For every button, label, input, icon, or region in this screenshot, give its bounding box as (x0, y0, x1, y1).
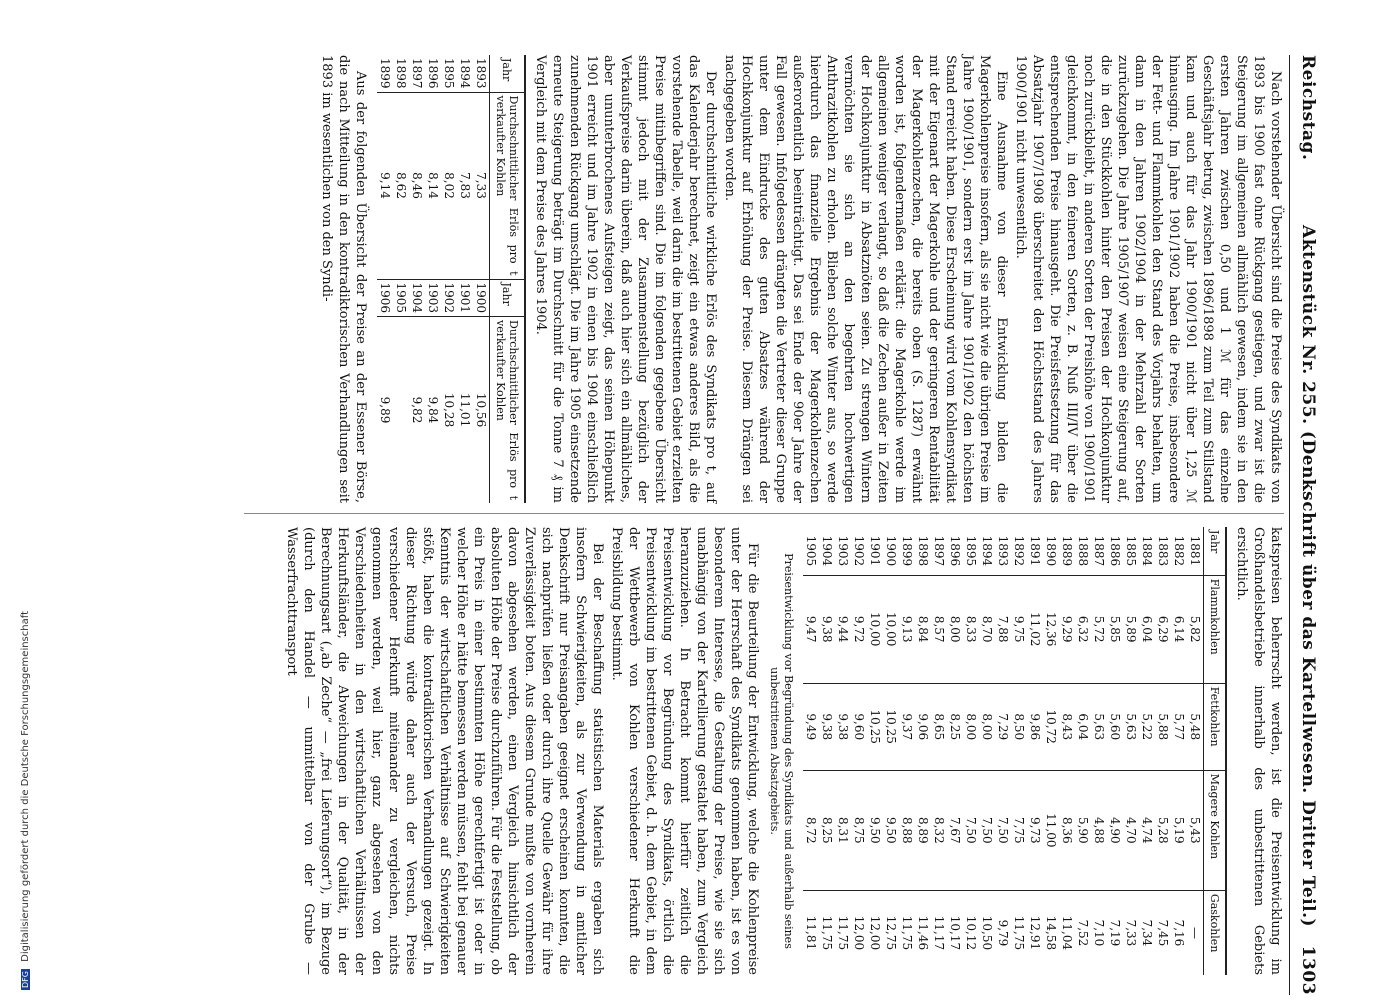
table-cell: 1901 (457, 279, 473, 317)
table-cell: 1893 (996, 535, 1010, 567)
table-cell: 1906 (377, 279, 393, 317)
table-cell: 1885 (1124, 535, 1138, 567)
table-cell: 9,50 (867, 770, 883, 890)
table-cell: 1894 (980, 535, 994, 567)
table-cell: 9,75 (1011, 575, 1027, 683)
table-cell: 6,04 (1139, 575, 1155, 683)
table-cell: 5,22 (1139, 683, 1155, 770)
table-cell: 7,16 (1171, 890, 1187, 975)
table-cell: 5,90 (1075, 770, 1091, 890)
table-row (1155, 527, 1171, 975)
page-footer (20, 0, 34, 990)
table-row (377, 55, 393, 503)
table-cell: 5,48 (1187, 683, 1204, 770)
table-cell: 9,44 (835, 575, 851, 683)
table-row (1171, 527, 1187, 975)
table-cell: 5,72 (1091, 575, 1107, 683)
table-cell: 10,00 (883, 575, 899, 683)
table-cell: 1900 (473, 279, 490, 317)
table-cell: 11,00 (1043, 770, 1059, 890)
table-cell: 4,90 (1107, 770, 1123, 890)
table-cell: 6,14 (1171, 575, 1187, 683)
left-column (316, 55, 1284, 503)
table-cell: 9,47 (803, 575, 819, 683)
table-row (1027, 527, 1043, 975)
table-cell: 9,13 (899, 575, 915, 683)
table-header: Durchschnittlicher Erlös pro t verkaufter Kohlen (490, 92, 526, 279)
table-row (1139, 527, 1155, 975)
table-cell: 9,86 (1027, 683, 1043, 770)
table-row (1059, 527, 1075, 975)
table-header: Durchschnittlicher Erlös pro t verkaufter Kohlen (490, 317, 526, 503)
table-cell: 9,50 (883, 770, 899, 890)
table-cell: 8,14 (425, 92, 441, 279)
table-header: Magere Kohlen (1204, 770, 1227, 890)
table-cell: 10,17 (947, 890, 963, 975)
table-cell: 10,56 (473, 317, 490, 503)
table-cell: 9,29 (1059, 575, 1075, 683)
table-cell: 1902 (441, 279, 457, 317)
table-cell: 4,70 (1123, 770, 1139, 890)
header-title: Aktenstück Nr. 255. (Denkschrift über das Kartellwesen. Dritter Teil.) (1298, 225, 1318, 928)
table-cell: 5,82 (1187, 575, 1204, 683)
table-cell: 8,50 (1011, 683, 1027, 770)
revenue-table (377, 55, 526, 503)
table-row (899, 527, 915, 975)
table-cell: 7,33 (473, 92, 490, 279)
table-cell: 12,00 (851, 890, 867, 975)
table-cell: 1903 (836, 535, 850, 567)
table-cell: 8,33 (963, 575, 979, 683)
table-cell: 1893 (474, 58, 488, 89)
table-cell: 1901 (868, 535, 882, 567)
table-cell: 11,01 (457, 317, 473, 503)
table-cell: 1897 (410, 58, 424, 89)
table-cell: 8,25 (819, 770, 835, 890)
table-cell: 8,02 (441, 92, 457, 279)
table-header: Jahr (1204, 527, 1227, 575)
table-row (1091, 527, 1107, 975)
table-row (1187, 527, 1204, 975)
table-cell: 8,89 (915, 770, 931, 890)
paragraph: Eine Ausnahme von dieser Entwicklung bilden die Magerkohlenpreise insofern, als sie nicht wie die übrigen Preise im Jahre 1900/1901, sondern erst im Jahre 1901/1902 den höchsten Stand erreicht haben. Diese Erscheinung wird vom Kohlensyndikat mit der Eigenart der Magerkohle und der geringeren Rentabilität der Magerkohlenzechen, die bereits oben (S. 1287) erwähnt worden ist, folgendermaßen erklärt: die Magerkohle werde im allgemeinen weniger verlangt, so daß die Zechen außer in Zeiten der Hochkonjunktur in Absatznöten seien. Zu strengen Wintern vermöchten sie sich an den begehrten hochwertigen Anthrazitkohlen zu erholen. Blieben solche Winter aus, so werde hierdurch das finanzielle Ergebnis der Magerkohlenzechen außerordentlich beeinträchtigt. Das sei Ende der 90er Jahre der Fall gewesen. Infolgedessen drängten die Vertreter dieser Gruppe unter dem Eindrucke des guten Absatzes während der Hochkonjunktur auf Erhöhung der Preise. Diesem Drängen sei nachgegeben worden. (722, 55, 1009, 503)
table-cell: 9,89 (377, 317, 393, 503)
table-row (409, 55, 425, 503)
table-cell: 7,29 (995, 683, 1011, 770)
table-cell: 11,75 (899, 890, 915, 975)
paragraph: Aus der folgenden Übersicht der Preise an der Essener Börse, die nach Mitteilung in den kontradiktorischen Verhandlungen seit 1893 im wesentlichen von den Syndi- (319, 55, 368, 503)
table-cell: 9,38 (819, 683, 835, 770)
header-rule (1289, 55, 1290, 995)
table-cell: 8,00 (947, 575, 963, 683)
table-cell: 10,25 (867, 683, 883, 770)
revenue-table-body (377, 55, 490, 503)
table-cell: 6,04 (1075, 683, 1091, 770)
table-cell: 8,65 (931, 683, 947, 770)
table-row (425, 55, 441, 503)
table-row (441, 55, 457, 503)
table-row (457, 55, 473, 503)
table-cell: 1899 (900, 535, 914, 567)
table-cell: 11,81 (803, 890, 819, 975)
table-cell: 12,00 (867, 890, 883, 975)
table-cell: 10,25 (883, 683, 899, 770)
table-cell: 8,00 (979, 683, 995, 770)
table-cell: 8,70 (979, 575, 995, 683)
table-cell: 8,36 (1059, 770, 1075, 890)
paragraph: katspreisen beherrscht werden, ist die Preisentwicklung im Großhandelsbetriebe innerhalb des unbestrittenen Gebiets ersichtlich. (1234, 527, 1283, 975)
table-cell: — (1187, 890, 1204, 975)
table-cell: 1894 (458, 58, 472, 89)
table-row (979, 527, 995, 975)
table-cell: 5,85 (1107, 575, 1123, 683)
table-cell: 7,67 (947, 770, 963, 890)
table-cell: 7,45 (1155, 890, 1171, 975)
table-row (995, 527, 1011, 975)
table-cell: 5,77 (1171, 683, 1187, 770)
table-cell: 5,63 (1123, 683, 1139, 770)
table-cell: 8,62 (393, 92, 409, 279)
table-cell: 10,28 (441, 317, 457, 503)
column-divider (244, 513, 1284, 514)
table-cell: 1902 (852, 535, 866, 567)
table-cell: 1892 (1012, 535, 1026, 567)
table-cell: 9,14 (377, 92, 393, 279)
table-cell: 10,12 (963, 890, 979, 975)
table-cell: 1905 (804, 535, 818, 567)
table-cell: 1904 (820, 535, 834, 567)
table-cell: 11,75 (835, 890, 851, 975)
table-cell: 1890 (1044, 535, 1058, 567)
table-row (1011, 527, 1027, 975)
table-cell: 9,79 (995, 890, 1011, 975)
table-cell: 8,75 (851, 770, 867, 890)
table-header: Gaskohlen (1204, 890, 1227, 975)
table-cell: 9,60 (851, 683, 867, 770)
table-cell: 8,25 (947, 683, 963, 770)
table-cell: 1895 (442, 58, 456, 89)
table-row (947, 527, 963, 975)
table-row (473, 55, 490, 503)
table-row (867, 527, 883, 975)
table-cell: 10,00 (867, 575, 883, 683)
table-cell: 1886 (1108, 535, 1122, 567)
table-row (803, 527, 819, 975)
table-header: Jahr (490, 279, 526, 317)
table-cell: 11,46 (915, 890, 931, 975)
paragraph: Nach vorstehender Übersicht sind die Preise des Syndikats von 1893 bis 1900 fast ohne Rückgang gestiegen, und zwar ist die Steigerung im allgemeinen allmählich gewesen, indem sie in den ersten Jahren zwischen 0,50 und 1 ℳ für das einzelne Geschäftsjahr betrug, zwischen 1896/1898 zum Teil zum Stillstand kam und auch für das Jahr 1900/1901 nicht über 1,25 ℳ hinausging. Im Jahre 1901/1902 haben die Preise, insbesondere der Fett- und Flammkohlen den Stand des Vorjahrs behalten, um dann in den Jahren 1902/1904 in der Mehrzahl der Sorten zurückzugehen. Die Jahre 1905/1907 weisen eine Steigerung auf, die in den Stückkohlen hinter den Preisen der Hochkonjunktur noch zurückbleibt, in anderen Sorten der Preishöhe von 1900/1901 gleichkommt, in den feineren Sorten, z. B. Nuß III/IV über die entsprechenden Preise hinausgeht. Die Preisfestsetzung für das Absatzjahr 1907/1908 überschreitet den Höchststand des Jahres 1900/1901 nicht unwesentlich. (1013, 55, 1283, 503)
table-cell: 11,17 (931, 890, 947, 975)
table-cell: 5,88 (1155, 683, 1171, 770)
table-cell: 9,82 (409, 317, 425, 503)
paragraph: Bei der Beschaffung statistischen Materials ergaben sich insofern Schwierigkeiten, als zur Verwendung in amtlicher Denkschrift nur Preisangaben geeignet erscheinen konnten, die sich nachprüfen ließen oder durch ihre Quelle Gewähr für ihre Zuverlässigkeit boten. Aus diesem Grunde mußte von vornherein davon abgesehen werden, einen Vergleich hinsichtlich der absoluten Höhe der Preise durchzuführen. Für die Feststellung, ob ein Preis in einer bestimmten Höhe gerechtfertigt ist oder in welcher Höhe er hätte bemessen werden müssen, fehlt bei genauer Kenntnis der wirtschaftlichen Verhältnisse auf Schwierigkeiten stößt, haben die kontradiktorischen Verhandlungen gezeigt. In dieser Richtung würde daher auch der Versuch, Preise verschiedener Herkunft miteinander zu vergleichen, nichts genommen werden, weil hier, ganz abgesehen von den Verschiedenheiten in den wirtschaftlichen Verhältnissen der Herkunftsländer, die Abweichungen in der Qualität, in der Berechnungsart („ab Zeche“ — „frei Lieferungsort“), im Bezuge (durch den Handel — unmittelbar von der Grube — Wasserfrachttransport (284, 527, 605, 975)
table-cell: 1881 (1188, 535, 1202, 567)
table-row (1075, 527, 1091, 975)
table-cell: 7,83 (457, 92, 473, 279)
table-cell: 1891 (1028, 535, 1042, 567)
table-cell: 7,52 (1075, 890, 1091, 975)
table-cell: 1882 (1172, 535, 1186, 567)
header-left: Reichstag. (1298, 55, 1318, 161)
table-row (1107, 527, 1123, 975)
table-cell: 4,88 (1091, 770, 1107, 890)
table-cell: 14,58 (1043, 890, 1059, 975)
table-cell: 5,28 (1155, 770, 1171, 890)
table-cell: 7,75 (1011, 770, 1027, 890)
table-cell: 8,57 (931, 575, 947, 683)
table-cell: 6,32 (1075, 575, 1091, 683)
table-cell: 12,36 (1043, 575, 1059, 683)
table-cell: 1884 (1140, 535, 1154, 567)
table-cell: 7,33 (1123, 890, 1139, 975)
table-cell: 8,31 (835, 770, 851, 890)
table-cell: 5,43 (1187, 770, 1204, 890)
table-cell: 8,88 (899, 770, 915, 890)
table-cell: 1889 (1060, 535, 1074, 567)
table-cell: 7,19 (1107, 890, 1123, 975)
paragraph: Für die Beurteilung der Entwicklung, welche die Kohlenpreise unter der Herrschaft des Syndikats genommen haben, ist es von besonderem Interesse, die Gestaltung der Preise, wie sie sich unabhängig von der Kartellierung gestaltet haben, zum Vergleich heranzuziehen. In Betracht kommt hierfür zeitlich die Preisentwicklung vor Begründung des Syndikats, örtlich die Preisentwicklung im bestrittenen Gebiet, d. h. dem Gebiet, in dem der Wettbewerb von Kohlen verschiedener Herkunft die Preisbildung bestimmt. (609, 527, 760, 975)
table-row (883, 527, 899, 975)
table-cell: 12,91 (1027, 890, 1043, 975)
page-number: 1303 (1298, 945, 1318, 995)
table-cell: 1898 (916, 535, 930, 567)
section-title: Preisentwicklung vor Begründung des Syndikats und außerhalb seines unbestrittenen Absatzgebiets. (768, 553, 795, 949)
table-cell: 9,38 (819, 575, 835, 683)
table-cell: 5,60 (1107, 683, 1123, 770)
table-row (931, 527, 947, 975)
table-cell: 1887 (1092, 535, 1106, 567)
table-cell: 1898 (394, 58, 408, 89)
table-cell: 8,32 (931, 770, 947, 890)
table-cell: 1904 (409, 279, 425, 317)
table-cell: 4,74 (1139, 770, 1155, 890)
page-header (1292, 55, 1318, 995)
table-cell: 1888 (1076, 535, 1090, 567)
table-row (819, 527, 835, 975)
table-row (1123, 527, 1139, 975)
table-cell: 8,72 (803, 770, 819, 890)
table-cell: 8,43 (1059, 683, 1075, 770)
table-cell: 9,06 (915, 683, 931, 770)
table-row (393, 55, 409, 503)
table-cell: 7,50 (963, 770, 979, 890)
table-cell: 1899 (378, 58, 392, 89)
table-cell: 11,02 (1027, 575, 1043, 683)
paragraph: Der durchschnittliche wirkliche Erlös des Syndikats pro t, auf das Kalenderjahr berechnet, zeigt ein etwas anderes Bild, als die vorstehende Tabelle, weil darin die im bestrittenen Gebiet erzielten Preise mitinbegriffen sind. Die im folgenden gegebene Übersicht stimmt jedoch mit der Zusammenstellung bezüglich der Verkaufspreise darin überein, daß auch hier sich ein allmähliches, aber ununterbrochenes Aufsteigen zeigt, das seinen Höhepunkt 1901 erreicht und im Jahre 1902 in einen bis 1904 einschließlich zunehmenden Rückgang umschlägt. Die im Jahre 1905 einsetzende erneute Steigerung beträgt im Durchschnitt für die Tonne 7 ₰ im Vergleich mit dem Preise des Jahres 1904. (533, 55, 718, 503)
document-page (18, 55, 1318, 995)
table-cell: 9,37 (899, 683, 915, 770)
table-cell: 7,88 (995, 575, 1011, 683)
table-cell: 9,84 (425, 317, 441, 503)
table-cell: 9,73 (1027, 770, 1043, 890)
table-row (915, 527, 931, 975)
table-cell: 9,72 (851, 575, 867, 683)
table-row (1043, 527, 1059, 975)
table-cell: 1883 (1156, 535, 1170, 567)
table-cell: 7,10 (1091, 890, 1107, 975)
table-cell: 8,84 (915, 575, 931, 683)
table-cell: 7,34 (1139, 890, 1155, 975)
price-table (803, 527, 1227, 975)
table-cell: 5,89 (1123, 575, 1139, 683)
table-cell: 5,19 (1171, 770, 1187, 890)
table-header: Jahr (490, 55, 526, 92)
table-header: Fettkohlen (1204, 683, 1227, 770)
dfg-logo-icon: DFG (21, 971, 30, 988)
table-row (851, 527, 867, 975)
table-cell: 11,75 (1011, 890, 1027, 975)
table-cell: 1895 (964, 535, 978, 567)
table-cell: 6,29 (1155, 575, 1171, 683)
table-cell: 8,00 (963, 683, 979, 770)
table-cell: 11,75 (819, 890, 835, 975)
table-cell: 1896 (426, 58, 440, 89)
table-cell: 1905 (393, 279, 409, 317)
table-cell: 7,50 (995, 770, 1011, 890)
table-cell: 5,63 (1091, 683, 1107, 770)
table-cell: 10,72 (1043, 683, 1059, 770)
table-row (963, 527, 979, 975)
table-cell: 11,04 (1059, 890, 1075, 975)
table-cell: 9,38 (835, 683, 851, 770)
price-table-body (803, 527, 1204, 975)
table-header: Flammkohlen (1204, 575, 1227, 683)
table-cell: 9,49 (803, 683, 819, 770)
table-cell: 1900 (884, 535, 898, 567)
table-cell: 1896 (948, 535, 962, 567)
table-cell: 1897 (932, 535, 946, 567)
table-cell (393, 317, 409, 503)
table-cell: 12,75 (883, 890, 899, 975)
right-column (281, 527, 1284, 975)
table-cell: 8,46 (409, 92, 425, 279)
table-cell: 7,50 (979, 770, 995, 890)
table-cell: 10,50 (979, 890, 995, 975)
footer-text: Digitalisierung gefördert durch die Deutsche Forschungsgemeinschaft (20, 611, 31, 962)
table-row (835, 527, 851, 975)
table-cell: 1903 (425, 279, 441, 317)
